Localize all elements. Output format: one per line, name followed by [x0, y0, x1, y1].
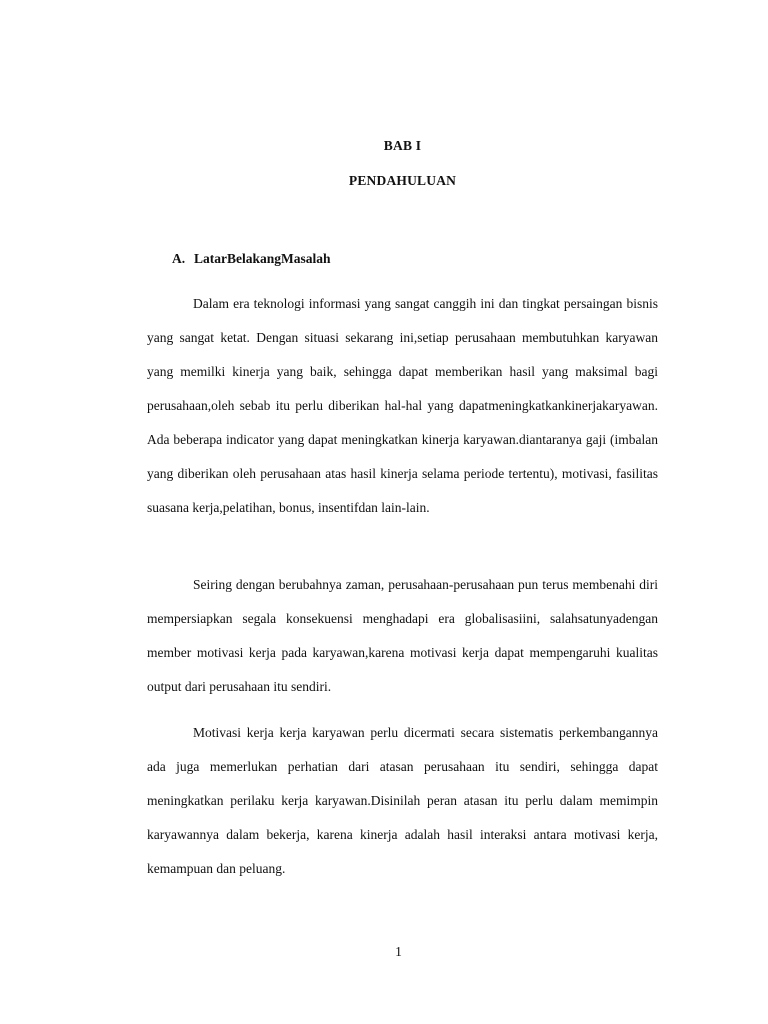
chapter-heading: BAB I — [383, 138, 422, 153]
section-title: LatarBelakangMasalah — [194, 251, 331, 266]
section-letter: A. — [172, 251, 186, 266]
section-heading — [172, 251, 331, 267]
paragraph-1: Dalam era teknologi informasi yang sangat canggih ini dan tingkat persaingan bisnis yang sangat ketat. Dengan situasi sekarang ini,setiap perusahaan membutuhkan karyawan yang memilki kinerja yang baik, sehingga dapat memberikan hasil yang maksimal bagi perusahaan,oleh sebab itu perlu diberikan hal-hal yang dapatmeningkatkankinerjakaryawan. Ada beberapa indicator yang dapat meningkatkan kinerja karyawan.diantaranya gaji (imbalan yang diberikan oleh perusahaan atas hasil kinerja selama periode tertentu), motivasi, fasilitas suasana kerja,pelatihan, bonus, insentifdan lain-lain. — [147, 296, 658, 515]
paragraph-2: Seiring dengan berubahnya zaman, perusahaan-perusahaan pun terus membenahi diri mempersiapkan segala konsekuensi menghadapi era globalisasiini, salahsatunyadengan member motivasi kerja pada karyawan,karena motivasi kerja dapat mempengaruhi kualitas output dari perusahaan itu sendiri. — [147, 577, 658, 694]
chapter-title: PENDAHULUAN — [348, 173, 457, 188]
page-number: 1 — [395, 944, 402, 959]
paragraph-3: Motivasi kerja kerja karyawan perlu dicermati secara sistematis perkembangannya ada juga memerlukan perhatian dari atasan perusahaan itu sendiri, sehingga dapat meningkatkan perilaku kerja karyawan.Disinilah peran atasan itu perlu dalam memimpin karyawannya dalam bekerja, karena kinerja adalah hasil interaksi antara motivasi kerja, kemampuan dan peluang. — [147, 725, 658, 876]
